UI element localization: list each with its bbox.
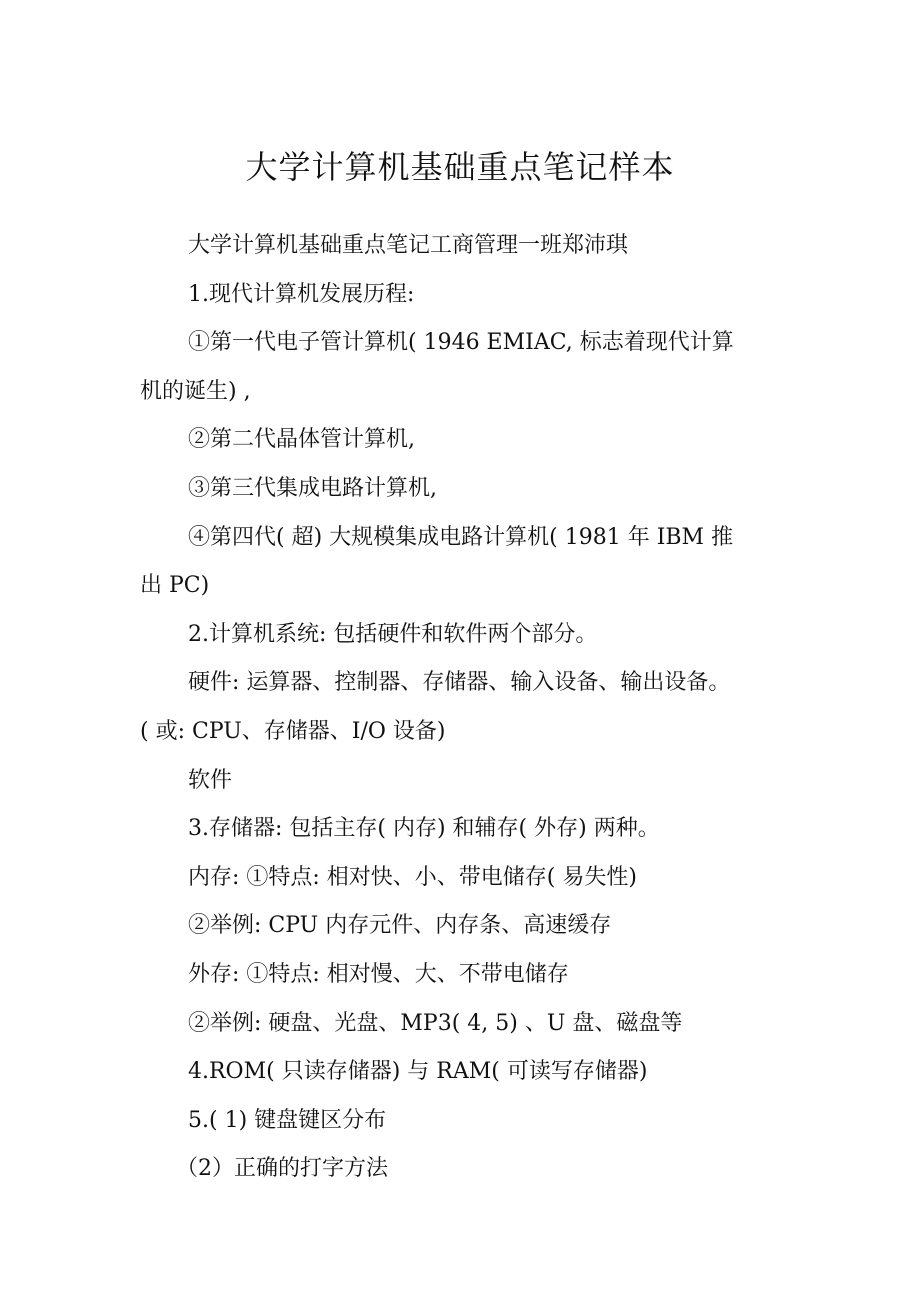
document-title: 大学计算机基础重点笔记样本 — [245, 148, 675, 186]
text-line-intro: 大学计算机基础重点笔记工商管理一班郑沛琪 — [188, 233, 629, 258]
text-line-memory-example: ②举例: CPU 内存元件、内存条、高速缓存 — [188, 913, 612, 939]
text-line-storage-feature: 外存: ①特点: 相对慢、大、不带电储存 — [188, 961, 569, 987]
text-line-heading-1: 1.现代计算机发展历程: — [188, 281, 415, 307]
text-line-gen-4-cont: 出 PC) — [140, 573, 210, 599]
text-line-gen-3: ③第三代集成电路计算机, — [188, 475, 437, 501]
text-line-software: 软件 — [188, 767, 233, 793]
text-line-heading-5: 5.( 1) 键盘键区分布 — [188, 1107, 387, 1133]
text-line-heading-3: 3.存储器: 包括主存( 内存) 和辅存( 外存) 两种。 — [188, 816, 660, 842]
text-line-typing-method: （2）正确的打字方法 — [176, 1156, 388, 1182]
text-line-gen-1: ①第一代电子管计算机( 1946 EMIAC, 标志着现代计算 — [188, 330, 734, 356]
text-line-memory-feature: 内存: ①特点: 相对快、小、带电储存( 易失性) — [188, 864, 637, 890]
text-line-hardware: 硬件: 运算器、控制器、存储器、输入设备、输出设备。 — [188, 670, 731, 696]
text-line-storage-example: ②举例: 硬盘、光盘、MP3( 4, 5) 、U 盘、磁盘等 — [188, 1010, 683, 1036]
text-line-gen-1-cont: 机的诞生) , — [140, 378, 251, 404]
text-line-gen-2: ②第二代晶体管计算机, — [188, 427, 415, 453]
text-line-heading-2: 2.计算机系统: 包括硬件和软件两个部分。 — [188, 621, 598, 647]
text-line-hardware-cont: ( 或: CPU、存储器、I/O 设备) — [140, 718, 446, 744]
document-body — [140, 222, 785, 1194]
text-line-heading-4: 4.ROM( 只读存储器) 与 RAM( 可读写存储器) — [188, 1059, 648, 1085]
text-line-gen-4: ④第四代( 超) 大规模集成电路计算机( 1981 年 IBM 推 — [188, 524, 734, 550]
